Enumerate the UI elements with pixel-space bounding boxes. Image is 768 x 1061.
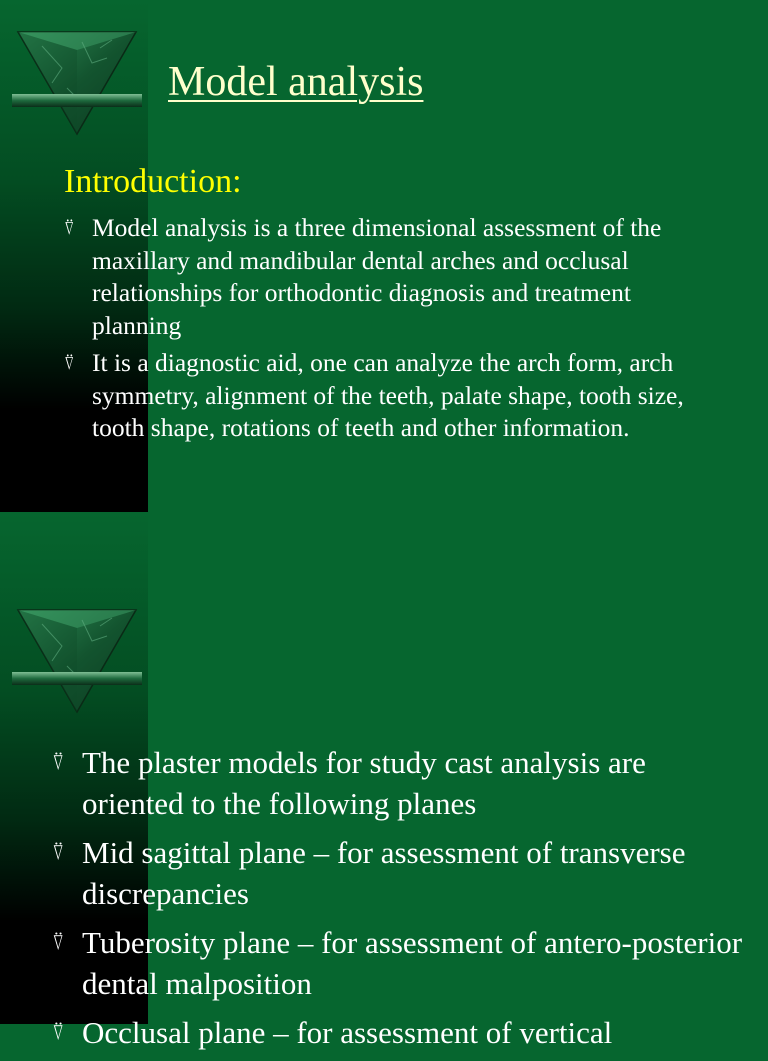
bullet-text: Occlusal plane – for assessment of vertical [82, 1015, 613, 1050]
section-heading: Introduction: [64, 163, 242, 200]
slide-title: Model analysis [168, 59, 424, 105]
bullet-list [52, 742, 752, 1061]
bullet-text: It is a diagnostic aid, one can analyze the arch form, arch symmetry, alignment of the teeth, palate shape, tooth size, tooth shape, rotations of teeth and other information. [92, 348, 684, 442]
check-arrow-icon: ⍢ [52, 1020, 65, 1044]
bullet-list [64, 212, 704, 450]
bullet-text: Model analysis is a three dimensional assessment of the maxillary and mandibular dental arches and occlusal relationships for orthodontic diagnosis and treatment planning [92, 213, 662, 340]
check-arrow-icon: ⍢ [52, 750, 65, 774]
list-item [64, 347, 704, 445]
list-item [52, 742, 752, 824]
bullet-text: Mid sagittal plane – for assessment of transverse discrepancies [82, 835, 686, 911]
check-arrow-icon: ⍢ [52, 930, 65, 954]
bullet-text: Tuberosity plane – for assessment of antero-posterior dental malposition [82, 925, 743, 1001]
list-item [52, 922, 752, 1004]
marble-triangle-logo-icon [12, 28, 142, 138]
bullet-text: The plaster models for study cast analysis are oriented to the following planes [82, 745, 646, 821]
check-arrow-icon: ⍢ [64, 218, 75, 238]
list-item [52, 832, 752, 914]
check-arrow-icon: ⍢ [64, 353, 75, 373]
list-item [64, 212, 704, 342]
slide-1 [0, 0, 768, 512]
check-arrow-icon: ⍢ [52, 840, 65, 864]
marble-triangle-logo-icon [12, 606, 142, 716]
list-item [52, 1012, 752, 1053]
